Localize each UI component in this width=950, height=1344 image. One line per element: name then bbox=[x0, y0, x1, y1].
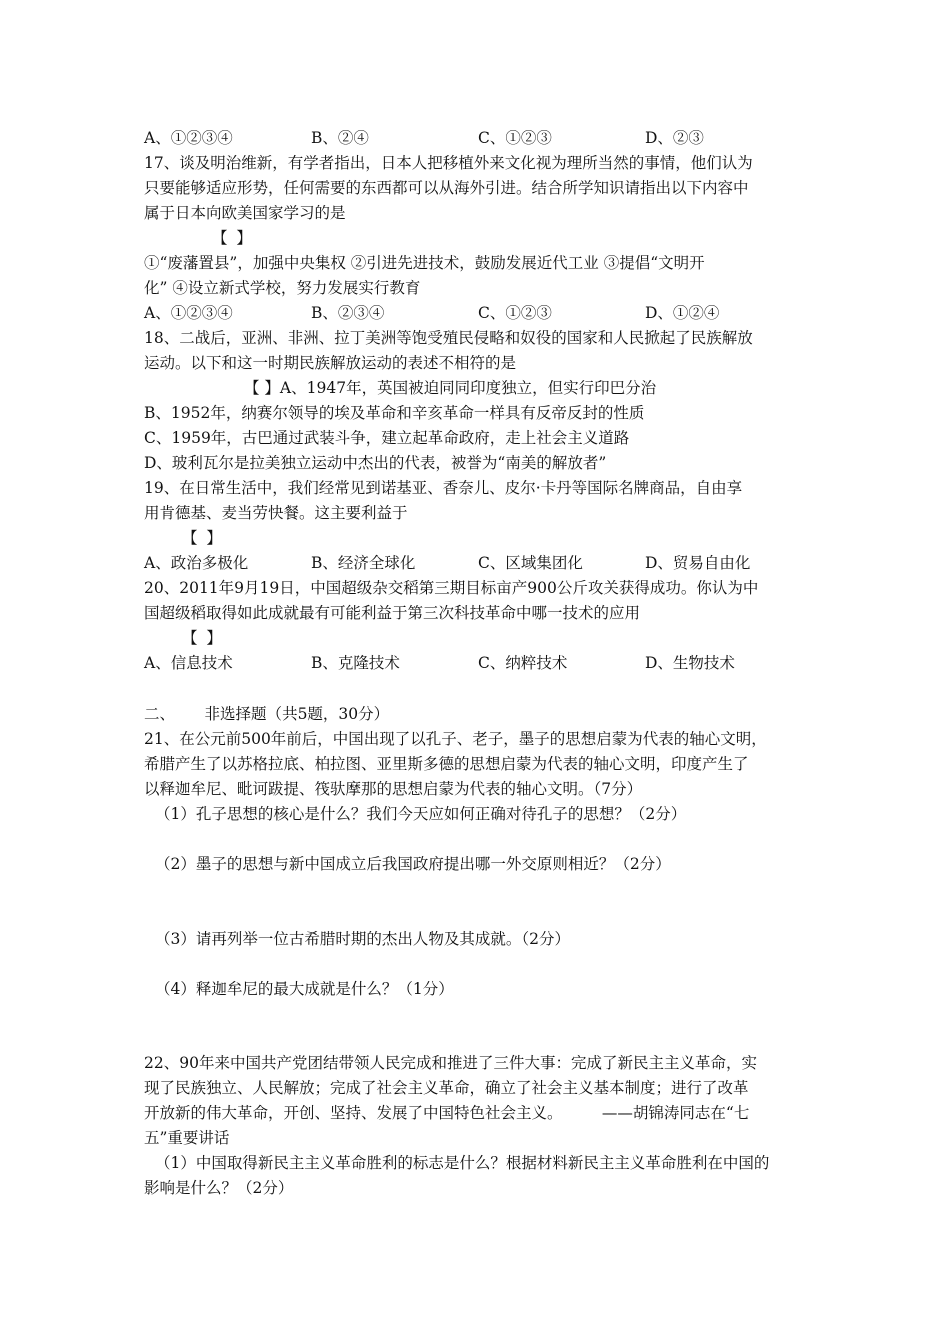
q18-option-c: C、1959年，古巴通过武装斗争，建立起革命政府，走上社会主义道路 bbox=[144, 429, 630, 447]
q20-stem-line: 20、2011年9月19日，中国超级杂交稻第三期目标亩产900公斤攻关获得成功。你认为中 bbox=[144, 579, 759, 597]
q20-option-b: B、克隆技术 bbox=[311, 654, 400, 672]
q19-option-b: B、经济全球化 bbox=[311, 554, 416, 572]
q21-stem-line: 以释迦牟尼、毗诃跋提、筏驮摩那的思想启蒙为代表的轴心文明。（7分） bbox=[144, 780, 643, 798]
q19-stem-line: 用肯德基、麦当劳快餐。这主要利益于 bbox=[144, 504, 408, 522]
q20-option-d: D、生物技术 bbox=[645, 654, 735, 672]
q22-stem-line: 开放新的伟大革命，开创、坚持、发展了中国特色社会主义。 ——胡锦涛同志在“七 bbox=[144, 1104, 750, 1122]
q17-stem-line: 17、谈及明治维新，有学者指出，日本人把移植外来文化视为理所当然的事情，他们认为 bbox=[144, 154, 753, 172]
q22-stem-line: 22、90年来中国共产党团结带领人民完成和推进了三件大事：完成了新民主主义革命，实 bbox=[144, 1054, 757, 1072]
q17-option-a: A、①②③④ bbox=[144, 304, 233, 322]
q16-option-b: B、②④ bbox=[311, 129, 369, 147]
q17-stem-line: 只要能够适应形势，任何需要的东西都可以从海外引进。结合所学知识请指出以下内容中 bbox=[144, 179, 749, 197]
q22-subquestion-1: （1）中国取得新民主主义革命胜利的标志是什么？根据材料新民主主义革命胜利在中国的 bbox=[155, 1154, 770, 1172]
q21-subquestion-4: （4）释迦牟尼的最大成就是什么？（1分） bbox=[155, 980, 454, 998]
q21-subquestion-3: （3）请再列举一位古希腊时期的杰出人物及其成就。（2分） bbox=[155, 930, 570, 948]
q19-answer-bracket: 【 】 bbox=[182, 529, 224, 547]
q20-answer-bracket: 【 】 bbox=[182, 629, 224, 647]
q19-option-c: C、区域集团化 bbox=[478, 554, 583, 572]
q18-option-b: B、1952年，纳赛尔领导的埃及革命和辛亥革命一样具有反帝反封的性质 bbox=[144, 404, 645, 422]
q20-stem-line: 国超级稻取得如此成就最有可能利益于第三次科技革命中哪一技术的应用 bbox=[144, 604, 641, 622]
q17-stem-line: 属于日本向欧美国家学习的是 bbox=[144, 204, 346, 222]
q19-option-d: D、贸易自由化 bbox=[645, 554, 751, 572]
q22-stem-line: 现了民族独立、人民解放；完成了社会主义革命，确立了社会主义基本制度；进行了改革 bbox=[144, 1079, 749, 1097]
q20-option-c: C、纳粹技术 bbox=[478, 654, 568, 672]
q18-option-d: D、玻利瓦尔是拉美独立运动中杰出的代表，被誉为“南美的解放者” bbox=[144, 454, 607, 472]
q16-option-a: A、①②③④ bbox=[144, 129, 233, 147]
section-heading: 二、 非选择题（共5题，30分） bbox=[144, 705, 390, 723]
q18-stem-line: 18、二战后，亚洲、非洲、拉丁美洲等饱受殖民侵略和奴役的国家和人民掀起了民族解放 bbox=[144, 329, 753, 347]
q22-stem-line: 五”重要讲话 bbox=[144, 1129, 230, 1147]
q18-option-a: 【 】A、1947年，英国被迫同同印度独立，但实行印巴分治 bbox=[244, 379, 657, 397]
q19-stem-line: 19、在日常生活中，我们经常见到诺基亚、香奈儿、皮尔·卡丹等国际名牌商品，自由享 bbox=[144, 479, 743, 497]
q17-items-line: 化” ④设立新式学校，努力发展实行教育 bbox=[144, 279, 421, 297]
q16-option-c: C、①②③ bbox=[478, 129, 552, 147]
q21-stem-line: 希腊产生了以苏格拉底、柏拉图、亚里斯多德的思想启蒙为代表的轴心文明，印度产生了 bbox=[144, 755, 749, 773]
q17-option-b: B、②③④ bbox=[311, 304, 385, 322]
q20-option-a: A、信息技术 bbox=[144, 654, 233, 672]
q17-option-d: D、①②④ bbox=[645, 304, 720, 322]
q21-stem-line: 21、在公元前500年前后，中国出现了以孔子、老子，墨子的思想启蒙为代表的轴心文明， bbox=[144, 730, 767, 748]
q21-subquestion-2: （2）墨子的思想与新中国成立后我国政府提出哪一外交原则相近？（2分） bbox=[155, 855, 671, 873]
q18-stem-line: 运动。以下和这一时期民族解放运动的表述不相符的是 bbox=[144, 354, 517, 372]
q21-subquestion-1: （1）孔子思想的核心是什么？我们今天应如何正确对待孔子的思想？（2分） bbox=[155, 805, 687, 823]
q22-subquestion-1-cont: 影响是什么？（2分） bbox=[144, 1179, 294, 1197]
q17-items-line: ①“废藩置县”，加强中央集权 ②引进先进技术，鼓励发展近代工业 ③提倡“文明开 bbox=[144, 254, 705, 272]
q17-option-c: C、①②③ bbox=[478, 304, 552, 322]
q16-option-d: D、②③ bbox=[645, 129, 704, 147]
q17-answer-bracket: 【 】 bbox=[212, 229, 254, 247]
q19-option-a: A、政治多极化 bbox=[144, 554, 249, 572]
